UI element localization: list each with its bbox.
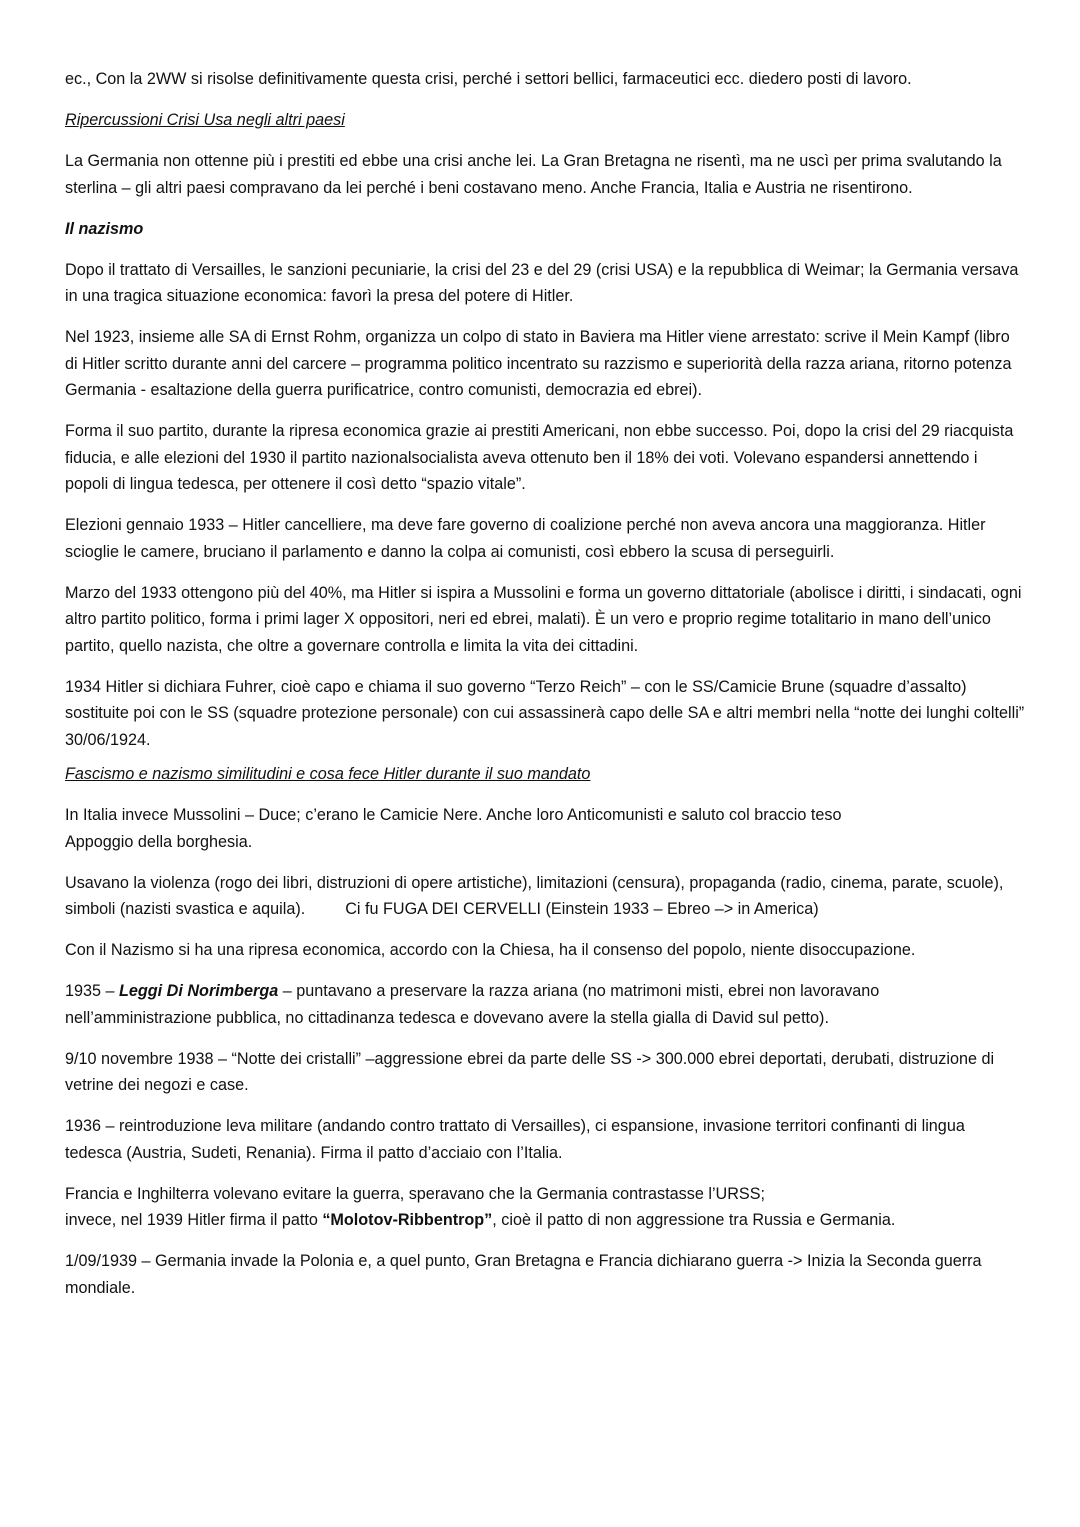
heading-ripercussioni: Ripercussioni Crisi Usa negli altri paesi [65,111,345,129]
heading-nazismo: Il nazismo [65,219,144,238]
paragraph-germania-prestiti: La Germania non ottenne più i prestiti ed ebbe una crisi anche lei. La Gran Bretagna ne risentì, ma ne uscì per prima svalutando la sterlina – gli altri paesi compravano da lei perché i beni costavano meno. Anche Francia, Italia e Austria ne risentirono. [65,152,1002,197]
paragraph-cristalli: 9/10 novembre 1938 – “Notte dei cristalli” –aggressione ebrei da parte delle SS -> 300.000 ebrei deportati, derubati, distruzione di vetrine dei negozi e case. [65,1049,995,1094]
leggi-prefix: 1935 – [65,982,120,1000]
italia-line-1: In Italia invece Mussolini – Duce; c’erano le Camicie Nere. Anche loro Anticomunisti e saluto col braccio teso [65,806,842,824]
paragraph-francia-inghilterra [65,1181,1025,1234]
paragraph-marzo-1933: Marzo del 1933 ottengono più del 40%, ma Hitler si ispira a Mussolini e forma un governo dittatoriale (abolisce i diritti, i sindacati, ogni altro partito politico, forma i primi lager X oppositori, neri ed ebrei, malati). È un vero e proprio regime totalitario in mano dell’unico partito, quello nazista, che oltre a governare controlla e limita la vita dei cittadini. [65,583,1022,655]
heading-fascismo-nazismo: Fascismo e nazismo similitudini e cosa fece Hitler durante il suo mandato [65,765,591,783]
violenza-text: Usavano la violenza (rogo dei libri, distruzioni di opere artistiche), limitazioni (censura), propaganda (radio, cinema, parate, scuole), simboli (nazisti svastica e aquila). [65,873,1004,918]
fuga-cervelli-text: Ci fu FUGA DEI CERVELLI (Einstein 1933 – Ebreo –> in America) [345,900,819,918]
francia-line-2-suffix: , cioè il patto di non aggressione tra Russia e Germania. [492,1211,896,1229]
paragraph-polonia: 1/09/1939 – Germania invade la Polonia e, a quel punto, Gran Bretagna e Francia dichiarano guerra -> Inizia la Seconda guerra mondiale. [65,1252,982,1297]
paragraph-1936: 1936 – reintroduzione leva militare (andando contro trattato di Versailles), ci espansione, invasione territori confinanti di lingua tedesca (Austria, Sudeti, Renania). Firma il patto d’acciaio con l’Italia. [65,1117,965,1162]
paragraph-1923: Nel 1923, insieme alle SA di Ernst Rohm, organizza un colpo di stato in Baviera ma Hitler viene arrestato: scrive il Mein Kampf (libro di Hitler scritto durante anni del carcere – programma politico incentrato su razzismo e superiorità della razza ariana, ritorno potenza Germania - esaltazione della guerra purificatrice, contro comunisti, democrazia ed ebrei). [65,328,1012,399]
francia-line-1: Francia e Inghilterra volevano evitare la guerra, speravano che la Germania contrastasse l’URSS; [65,1184,766,1203]
leggi-norimberga: Leggi Di Norimberga [119,982,279,1000]
paragraph-1935 [65,978,1025,1031]
paragraph-partito: Forma il suo partito, durante la ripresa economica grazie ai prestiti Americani, non ebbe successo. Poi, dopo la crisi del 29 riacquista fiducia, e alle elezioni del 1930 il partito nazionalsocialista aveva ottenuto ben il 18% dei voti. Volevano espandersi annettendo i popoli di lingua tedesca, per ottenere il così detto “spazio vitale”. [65,422,1014,493]
paragraph-italia [65,802,1025,855]
paragraph-intro: ec., Con la 2WW si risolse definitivamente questa crisi, perché i settori bellici, farmaceutici ecc. diedero posti di lavoro. [65,70,912,88]
paragraph-1934: 1934 Hitler si dichiara Fuhrer, cioè capo e chiama il suo governo “Terzo Reich” – con le SS/Camicie Brune (squadre d’assalto) sostituite poi con le SS (squadre protezione personale) con cui assassinerà capo delle SA e altri membri nella “notte dei lunghi coltelli” 30/06/1924. [65,677,1025,749]
patto-molotov-ribbentrop: “Molotov-Ribbentrop” [322,1211,493,1229]
paragraph-versailles: Dopo il trattato di Versailles, le sanzioni pecuniarie, la crisi del 23 e del 29 (crisi USA) e la repubblica di Weimar; la Germania versava in una tragica situazione economica: favorì la presa del potere di Hitler. [65,260,1019,305]
leggi-description: – puntavano a preservare la razza ariana (no matrimoni misti, ebrei non lavoravano nell’amministrazione pubblica, no cittadinanza tedesca e dovevano avere la stella gialla di David sul petto). [65,982,880,1027]
paragraph-elezioni-1933: Elezioni gennaio 1933 – Hitler cancelliere, ma deve fare governo di coalizione perché non aveva ancora una maggioranza. Hitler scioglie le camere, bruciano il parlamento e danno la colpa ai comunisti, così ebbero la scusa di perseguirli. [65,516,986,561]
document-page [65,66,1025,1316]
francia-line-2-prefix: invece, nel 1939 Hitler firma il patto [65,1211,323,1229]
paragraph-violenza [65,870,1025,923]
italia-line-2: Appoggio della borghesia. [65,832,253,851]
paragraph-ripresa: Con il Nazismo si ha una ripresa economica, accordo con la Chiesa, ha il consenso del popolo, niente disoccupazione. [65,941,916,959]
